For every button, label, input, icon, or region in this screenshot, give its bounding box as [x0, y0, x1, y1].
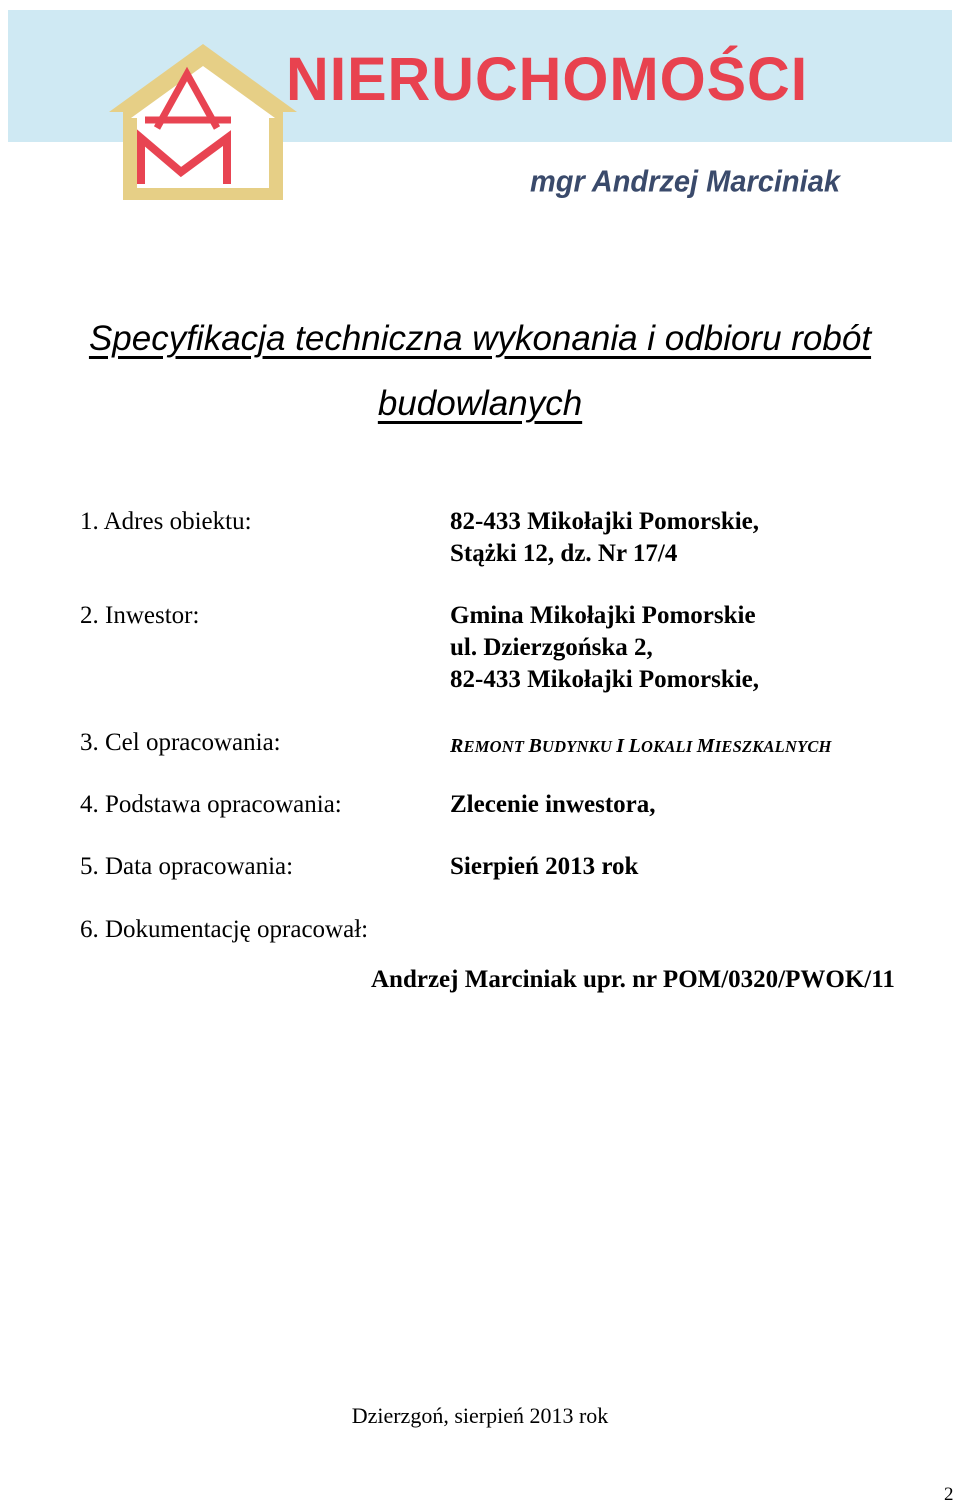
brand-name: NIERUCHOMOŚCI: [286, 45, 809, 113]
item-label-basis: 4. Podstawa opracowania:: [80, 791, 342, 818]
item-label-date: 5. Data opracowania:: [80, 853, 294, 880]
item-value-address-line-1: 82-433 Mikołajki Pomorskie,: [450, 508, 760, 535]
item-label-author: 6. Dokumentację opracował:: [80, 916, 369, 943]
house-logo-icon: [105, 40, 300, 210]
page-title-line-1: Specyfikacja techniczna wykonania i odbioru robót: [88, 319, 872, 358]
item-value-investor-line-1: Gmina Mikołajki Pomorskie: [450, 602, 756, 629]
item-value-author: Andrzej Marciniak upr. nr POM/0320/PWOK/11: [371, 966, 895, 993]
item-label-address: 1. Adres obiektu:: [80, 508, 252, 535]
item-value-investor-line-3: 82-433 Mikołajki Pomorskie,: [450, 666, 760, 693]
item-label-investor: 2. Inwestor:: [80, 602, 200, 629]
page-number: 2: [944, 1484, 954, 1505]
item-value-purpose: REMONT BUDYNKU I LOKALI MIESZKALNYCH: [450, 735, 832, 757]
footer-place-date: Dzierzgoń, sierpień 2013 rok: [351, 1403, 609, 1428]
item-value-basis: Zlecenie inwestora,: [450, 791, 656, 818]
owner-name: mgr Andrzej Marciniak: [530, 165, 840, 199]
page-title-line-2: budowlanych: [377, 384, 583, 423]
item-value-date: Sierpień 2013 rok: [450, 853, 639, 880]
item-label-purpose: 3. Cel opracowania:: [80, 729, 281, 756]
item-value-investor-line-2: ul. Dzierzgońska 2,: [450, 634, 653, 661]
item-value-address-line-2: Stążki 12, dz. Nr 17/4: [450, 540, 678, 567]
